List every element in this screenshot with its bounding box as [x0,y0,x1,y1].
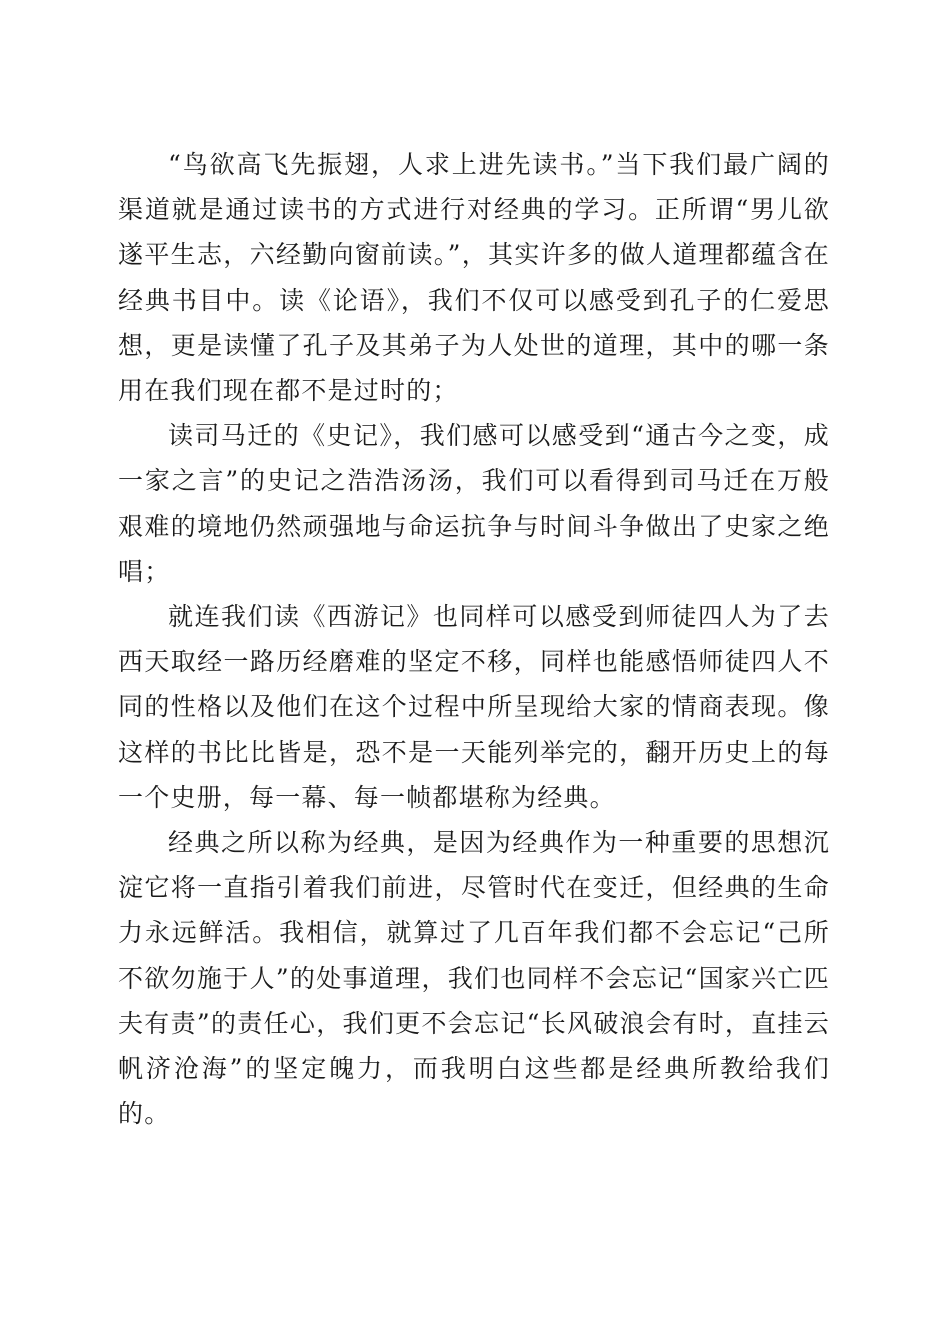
paragraph-1: “鸟欲高飞先振翅，人求上进先读书。”当下我们最广阔的渠道就是通过读书的方式进行对经典的学习。正所谓“男儿欲遂平生志，六经勤向窗前读。”，其实许多的做人道理都蕴含在经典书目中。读《论语》，我们不仅可以感受到孔子的仁爱思想，更是读懂了孔子及其弟子为人处世的道理，其中的哪一条用在我们现在都不是过时的； [118,150,830,406]
paragraph-4: 经典之所以称为经典，是因为经典作为一种重要的思想沉淀它将一直指引着我们前进，尽管时代在变迁，但经典的生命力永远鲜活。我相信，就算过了几百年我们都不会忘记“己所不欲勿施于人”的处事道理，我们也同样不会忘记“国家兴亡匹夫有责”的责任心，我们更不会忘记“长风破浪会有时，直挂云帆济沧海”的坚定魄力，而我明白这些都是经典所教给我们的。 [118,828,830,1129]
paragraph-2: 读司马迁的《史记》，我们感可以感受到“通古今之变，成一家之言”的史记之浩浩汤汤，我们可以看得到司马迁在万般艰难的境地仍然顽强地与命运抗争与时间斗争做出了史家之绝唱； [118,421,830,586]
document-page [118,142,830,1136]
paragraph-3: 就连我们读《西游记》也同样可以感受到师徒四人为了去西天取经一路历经磨难的坚定不移，同样也能感悟师徒四人不同的性格以及他们在这个过程中所呈现给大家的情商表现。像这样的书比比皆是，恐不是一天能列举完的，翻开历史上的每一个史册，每一幕、每一帧都堪称为经典。 [118,602,830,812]
